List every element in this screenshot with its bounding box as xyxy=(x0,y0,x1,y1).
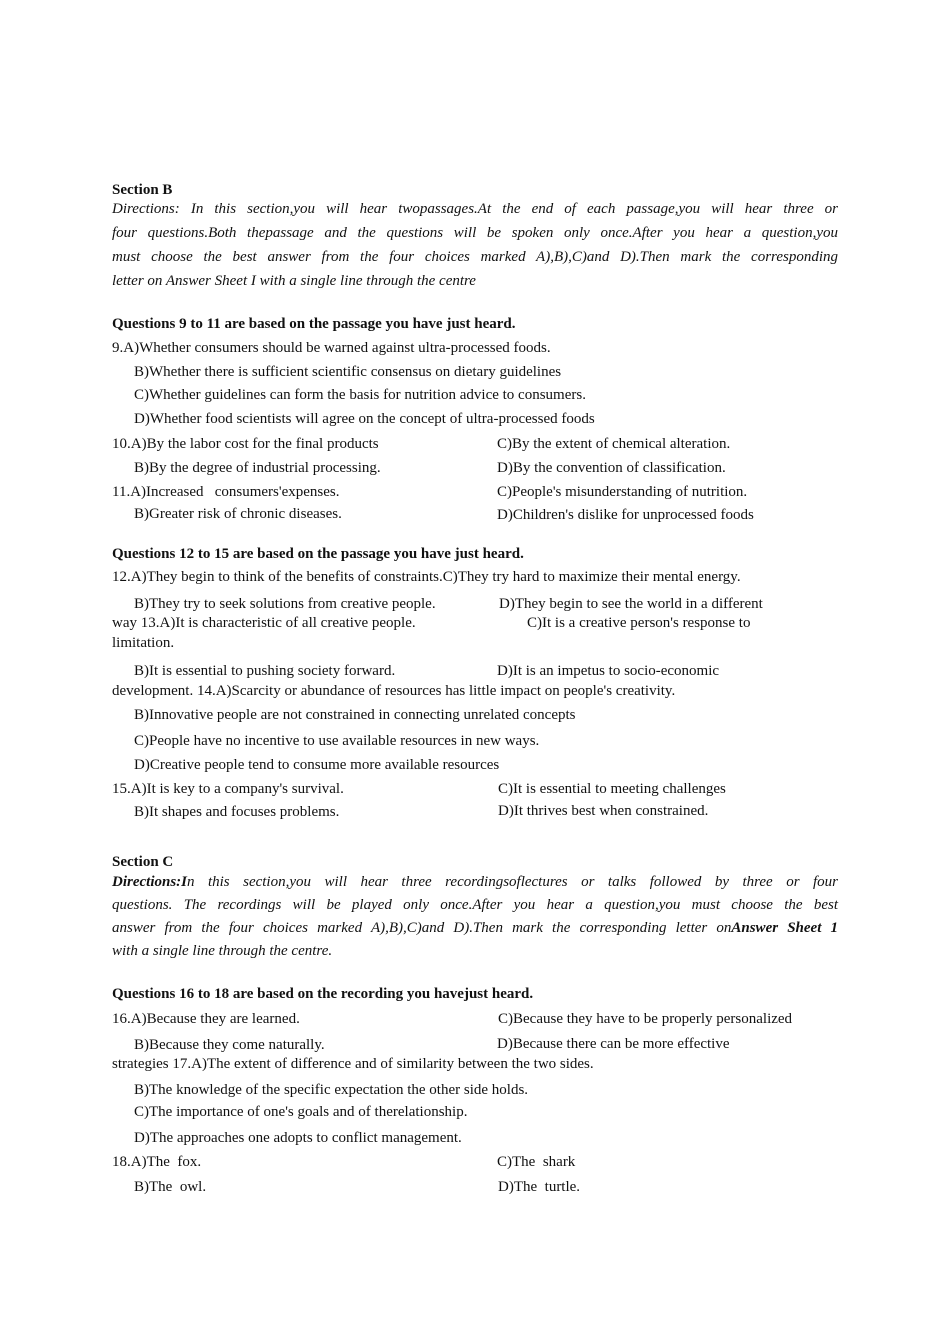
questions-12-15-heading: Questions 12 to 15 are based on the passage you have just heard. xyxy=(112,546,524,562)
q10-option-c: C)By the extent of chemical alteration. xyxy=(497,436,731,452)
section-c-directions-line-1 xyxy=(112,873,838,891)
q14-option-d: D)Creative people tend to consume more available resources xyxy=(134,757,500,773)
q11-option-d: D)Children's dislike for unprocessed foods xyxy=(497,507,754,523)
q9-option-c: C)Whether guidelines can form the basis for nutrition advice to consumers. xyxy=(134,387,586,403)
section-c-directions-line-2: questions. The recordings will be played only once.After you hear a question,you must choose the best xyxy=(112,897,838,913)
q12-options-a-c: 12.A)They begin to think of the benefits of constraints.C)They try hard to maximize their mental energy. xyxy=(112,569,741,585)
q16-wrap-q17-option-a: strategies 17.A)The extent of difference and of similarity between the two sides. xyxy=(112,1056,594,1072)
section-b-directions-line-2: four questions.Both thepassage and the questions will be spoken only once.After you hear a question,you xyxy=(112,225,838,241)
q18-option-a: 18.A)The fox. xyxy=(112,1154,202,1170)
q16-option-a: 16.A)Because they are learned. xyxy=(112,1011,300,1027)
q9-option-d: D)Whether food scientists will agree on the concept of ultra-processed foods xyxy=(134,411,595,427)
q9-option-a: 9.A)Whether consumers should be warned against ultra-processed foods. xyxy=(112,340,551,356)
q13-option-c-wrap: limitation. xyxy=(112,635,175,651)
q18-option-d: D)The turtle. xyxy=(498,1179,581,1195)
q18-option-b: B)The owl. xyxy=(134,1179,207,1195)
q13-wrap-q14-option-a: development. 14.A)Scarcity or abundance of resources has little impact on people's creativity. xyxy=(112,683,676,699)
q13-option-d: D)It is an impetus to socio-economic xyxy=(497,663,720,679)
q15-option-b: B)It shapes and focuses problems. xyxy=(134,804,340,820)
q12-option-b: B)They try to seek solutions from creative people. xyxy=(134,596,436,612)
q16-option-b: B)Because they come naturally. xyxy=(134,1037,325,1053)
q10-option-a: 10.A)By the labor cost for the final products xyxy=(112,436,379,452)
q16-option-d: D)Because there can be more effective xyxy=(497,1036,730,1052)
q13-option-b: B)It is essential to pushing society forward. xyxy=(134,663,396,679)
answer-sheet-label: Answer Sheet 1 xyxy=(731,920,838,936)
q13-option-c: C)It is a creative person's response to xyxy=(527,615,751,631)
q10-option-d: D)By the convention of classification. xyxy=(497,460,726,476)
section-c-directions-line-3 xyxy=(112,919,838,937)
q15-option-d: D)It thrives best when constrained. xyxy=(498,803,709,819)
q11-option-a: 11.A)Increased consumers'expenses. xyxy=(112,484,340,500)
q12-wrap-q13-option-a: way 13.A)It is characteristic of all creative people. xyxy=(112,615,416,631)
questions-16-18-heading: Questions 16 to 18 are based on the recording you havejust heard. xyxy=(112,986,534,1002)
q15-option-c: C)It is essential to meeting challenges xyxy=(498,781,726,797)
questions-9-11-heading: Questions 9 to 11 are based on the passage you have just heard. xyxy=(112,316,516,332)
q17-option-d: D)The approaches one adopts to conflict management. xyxy=(134,1130,462,1146)
q11-option-c: C)People's misunderstanding of nutrition. xyxy=(497,484,748,500)
section-c-title: Section C xyxy=(112,854,174,870)
section-b-directions-line-4: letter on Answer Sheet I with a single line through the centre xyxy=(112,273,476,289)
section-c-directions-line-4: with a single line through the centre. xyxy=(112,943,333,959)
q15-option-a: 15.A)It is key to a company's survival. xyxy=(112,781,344,797)
q17-option-b: B)The knowledge of the specific expectation the other side holds. xyxy=(134,1082,529,1098)
q16-option-c: C)Because they have to be properly personalized xyxy=(498,1011,793,1027)
section-b-directions-line-1: Directions: In this section,you will hear twopassages.At the end of each passage,you will hear three or xyxy=(112,201,838,217)
q14-option-b: B)Innovative people are not constrained in connecting unrelated concepts xyxy=(134,707,576,723)
directions-label: Directions:I xyxy=(112,874,187,890)
q12-option-d: D)They begin to see the world in a different xyxy=(499,596,763,612)
section-b-directions-line-3: must choose the best answer from the four choices marked A),B),C)and D).Then mark the corresponding xyxy=(112,249,838,265)
q11-option-b: B)Greater risk of chronic diseases. xyxy=(134,506,342,522)
q9-option-b: B)Whether there is sufficient scientific consensus on dietary guidelines xyxy=(134,364,562,380)
q18-option-c: C)The shark xyxy=(497,1154,576,1170)
q14-option-c: C)People have no incentive to use available resources in new ways. xyxy=(134,733,540,749)
q10-option-b: B)By the degree of industrial processing. xyxy=(134,460,381,476)
directions-text-3: answer from the four choices marked A),B),C)and D).Then mark the corresponding letter on xyxy=(112,920,732,936)
section-b-title: Section B xyxy=(112,182,173,198)
directions-text-1: n this section,you will hear three recordingsoflectures or talks followed by three or four xyxy=(187,874,838,890)
q17-option-c: C)The importance of one's goals and of therelationship. xyxy=(134,1104,468,1120)
